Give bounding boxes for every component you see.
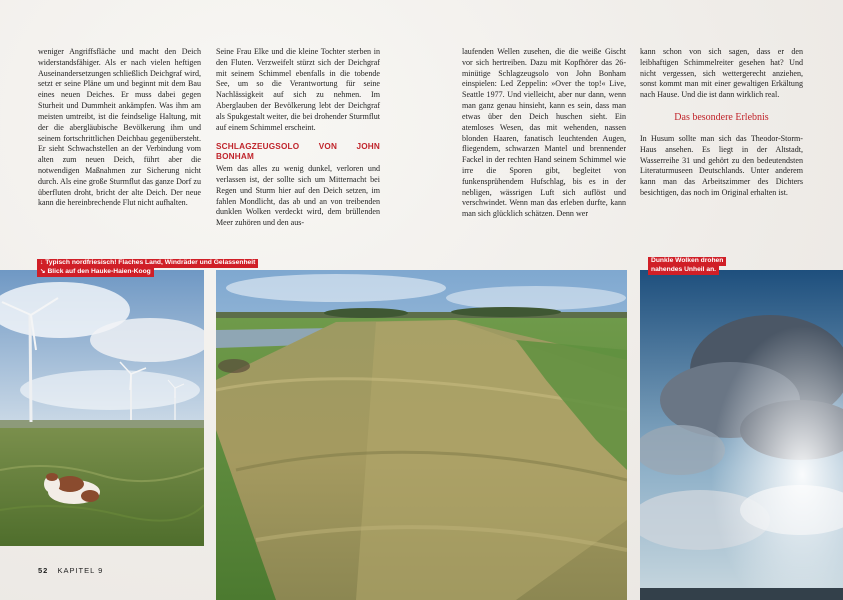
photo-caption: nahendes Unheil an.: [648, 266, 719, 275]
photo-caption: ↘ Blick auf den Hauke-Haien-Koog: [37, 268, 154, 277]
paragraph: Wem das alles zu wenig dunkel, verloren und verlassen ist, der sollte sich um Mitternacht bei Regen und Sturm hier auf den Deich setzen, im fahlen Mondlicht, das ab und an von treibenden dunklen Wolken verdeckt wird, dem brüllenden Meer zuhören und den aus-: [216, 164, 380, 228]
text-column-3: [462, 47, 626, 220]
page-number: 52: [38, 566, 49, 575]
text-column-2: [216, 47, 380, 229]
paragraph: kann schon von sich sagen, dass er den leibhaftigen Schimmelreiter gesehen hat? Und nicht vergessen, sich wettergerecht anziehen, sonst kommt man mit einer gewaltigen Erkältung nach Hause. Und die ist dann wirklich real.: [640, 47, 803, 100]
paragraph: In Husum sollte man sich das Theodor-Storm-Haus ansehen. Es liegt in der Altstadt, Wasserreihe 31 und gehört zu den bedeutendsten Literaturmuseen Deutschlands. Unter anderem kann man das Arbeitszimmer des Dichters besichtigen, das noch im Original erhalten ist.: [640, 133, 803, 197]
paragraph: weniger Angriffsfläche und macht den Deich widerstandsfähiger. Als er nach vielen heftigen Auseinandersetzungen schließlich Deichgraf wird, setzt er seine Pläne um und beginnt mit dem Bau eines neuen Deiches. Er muss dabei gegen Sturheit und Dummheit ankämpfen. Was ihm am meisten umtreibt, ist die feindselige Haltung, mit der die abergläubische Bevölkerung ihm und seinem fortschrittlichen Deichbau gegenübersteht. Er sieht Schwachstellen an der Verbindung vom alten zum neuen Deich, führt aber die notwendigen Maßnahmen zur Sicherung nicht durch. Als eine große Sturmflut das ganze Dorf zu überfluten droht, bricht der alte Deich. Der neue kann die hereinbrechende Flut nicht aufhalten.: [38, 47, 201, 208]
paragraph: laufenden Wellen zusehen, die die weiße Gischt vor sich hertreiben. Dazu mit Kopfhörer das 26-minütige Schlagzeugsolo von John Bonham einspielen: Led Zeppelin: »Over the top!« Live, Seattle 1977. Und vielleicht, aber nur dann, wenn man ganz genau hinsieht, kann es sein, dass man etwas über den Deich huschen sieht. Ein atemloses Wesen, das mit wehenden, nassen blonden Haaren, fanatisch leuchtenden Augen, fliegendem, schwarzen Mantel und brennender Fackel in der rechten Hand seinem Schimmel wie irre die Sporen gibt, begleitet von funkensprühendem Hufschlag, bis es in der nebligen, wässrigen Luft sich auflöst und verschwindet. Wenn man das erleben durfte, kann man sich glücklich schätzen. Denn wer: [462, 47, 626, 219]
photo-caption: ↓ Typisch nordfriesisch! Flaches Land, Windräder und Gelassenheit: [37, 259, 258, 268]
photo-dike: [216, 270, 627, 600]
photo-wind-turbines: [0, 270, 204, 546]
paragraph: Seine Frau Elke und die kleine Tochter sterben in den Fluten. Verzweifelt stürzt sich der Deichgraf mit seinem Schimmel ebenfalls in die tobende See, um so die Verantwortung für seine Nachlässigkeit auf sich zu nehmen. Im Aberglauben der Bevölkerung lebt der Deichgraf als Spukgestalt weiter, die bei drohender Sturmflut auf einem Schimmel erscheint.: [216, 47, 380, 132]
text-column-1: [38, 47, 201, 209]
chapter-label: KAPITEL 9: [57, 566, 104, 575]
photo-caption: Dunkle Wolken drohen: [648, 257, 726, 266]
photo-dark-clouds: [640, 270, 843, 600]
section-heading: SCHLAGZEUGSOLO VON JOHN BONHAM: [216, 141, 380, 162]
text-column-4: [640, 47, 803, 199]
section-heading: Das besondere Erlebnis: [674, 112, 769, 124]
page-footer: [38, 566, 103, 575]
